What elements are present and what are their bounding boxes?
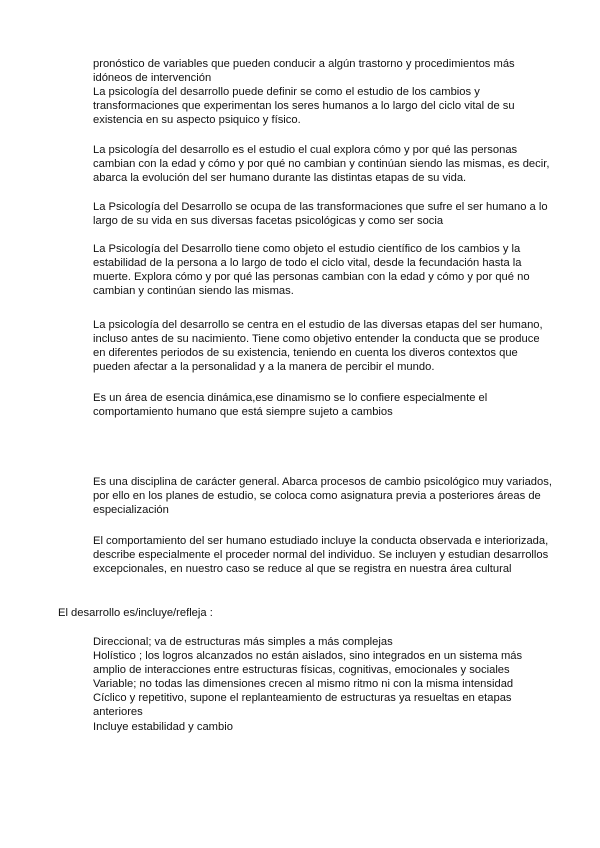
paragraph-behavior-studied: El comportamiento del ser humano estudiado incluye la conducta observada e interiorizada, describe especialmente el proceder normal del individuo. Se incluyen y estudian desarrollos excepcionales, en nuestro caso se reduce al que se registra en nuestra área cultural — [93, 535, 549, 576]
paragraph-general-discipline: Es una disciplina de carácter general. Abarca procesos de cambio psicológico muy variados, por ello en los planes de estudio, se coloca como asignatura previa a posteriores áreas de especialización — [93, 476, 552, 517]
paragraph-definition: La psicología del desarrollo puede definir se como el estudio de los cambios y transformaciones que experimentan los seres humanos a lo largo del ciclo vital de su existencia en su aspecto psiquico y físico. — [93, 86, 515, 127]
list-intro: El desarrollo es/incluye/refleja : — [58, 607, 213, 619]
development-characteristics-list — [93, 635, 553, 734]
paragraph-transformations: La Psicología del Desarrollo se ocupa de las transformaciones que sufre el ser humano a lo largo de su vida en sus diversas facetas psicológicas y como ser socia — [93, 201, 548, 228]
paragraph-stages-focus: La psicología del desarrollo se centra en el estudio de las diversas etapas del ser humano, incluso antes de su nacimiento. Tiene como objetivo entender la conducta que se produce en diferentes periodos de su existencia, teniendo en cuenta los diveros contextos que pueden afectar a la personalidad y a la manera de percibir el mundo. — [93, 319, 543, 374]
list-item-directional: Direccional; va de estructuras más simples a más complejas — [93, 636, 393, 648]
paragraph-dynamic-area: Es un área de esencia dinámica,ese dinamismo se lo confiere especialmente el comportamiento humano que está siempre sujeto a cambios — [93, 392, 488, 419]
list-item-cyclic: Cíclico y repetitivo, supone el replanteamiento de estructuras ya resueltas en etapas anteriores — [93, 692, 512, 719]
list-item-stability: Incluye estabilidad y cambio — [93, 720, 233, 733]
paragraph-explores-change: La psicología del desarrollo es el estudio el cual explora cómo y por qué las personas cambian con la edad y cómo y por qué no cambian y continúan siendo las mismas, es decir, abarca la evolución del ser humano durante las distintas etapas de su vida. — [93, 144, 550, 185]
paragraph-scientific-object: La Psicología del Desarrollo tiene como objeto el estudio científico de los cambios y la estabilidad de la persona a lo largo de todo el ciclo vital, desde la fecundación hasta la muerte. Explora cómo y por qué las personas cambian con la edad y cómo y por qué no cambian y continúan siendo las mismas. — [93, 243, 530, 298]
paragraph-prognosis-continuation: pronóstico de variables que pueden conducir a algún trastorno y procedimientos más idóneos de intervención — [93, 58, 515, 85]
list-item-variable: Variable; no todas las dimensiones crecen al mismo ritmo ni con la misma intensidad — [93, 678, 514, 691]
list-item-holistic: Holístico ; los logros alcanzados no están aislados, sino integrados en un sistema más amplio de interacciones entre estructuras físicas, cognitivas, emocionales y sociales — [93, 650, 523, 677]
